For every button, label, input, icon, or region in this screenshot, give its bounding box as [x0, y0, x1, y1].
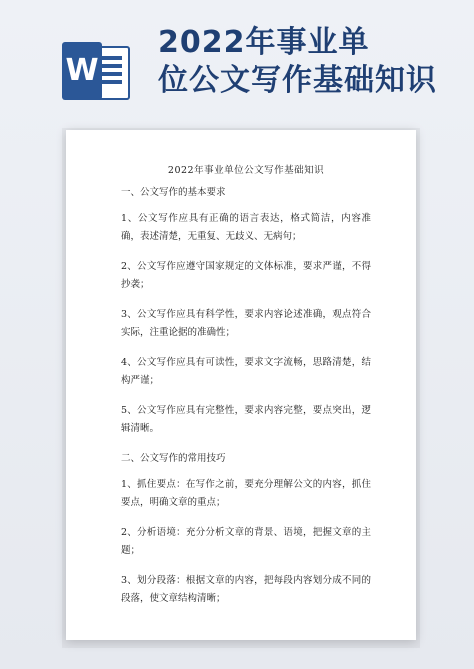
- banner-title: [158, 24, 458, 100]
- section-heading-1: 一、公文写作的基本要求: [121, 187, 226, 198]
- paragraph: 4、公文写作应具有可读性，要求文字流畅，思路清楚，结构严谨；: [121, 357, 371, 386]
- paragraph: 3、公文写作应具有科学性，要求内容论述准确，观点符合实际，注重论据的准确性；: [121, 309, 371, 338]
- paragraph: 3、划分段落：根据文章的内容，把每段内容划分成不同的段落，使文章结构清晰；: [121, 575, 371, 604]
- banner-title-line1: 2022年事业单: [158, 25, 370, 60]
- document-body: [121, 162, 371, 620]
- document-page: [66, 130, 416, 640]
- paragraph: 5、公文写作应具有完整性，要求内容完整，要点突出，逻辑清晰。: [121, 405, 371, 434]
- word-badge: W: [62, 42, 102, 100]
- paragraph: 1、抓住要点：在写作之前，要充分理解公文的内容，抓住要点，明确文章的重点；: [121, 479, 371, 508]
- paragraph: 2、分析语境：充分分析文章的背景、语境，把握文章的主题；: [121, 527, 371, 556]
- document-title: 2022年事业单位公文写作基础知识: [167, 165, 325, 176]
- word-icon: [62, 42, 128, 100]
- banner-title-line2: 位公文写作基础知识: [158, 63, 437, 98]
- section-heading-2: 二、公文写作的常用技巧: [121, 453, 226, 464]
- paragraph: 2、公文写作应遵守国家规定的文体标准，要求严谨，不得抄袭；: [121, 261, 371, 290]
- paragraph: 1、公文写作应具有正确的语言表达，格式简洁，内容准确，表述清楚，无重复、无歧义、无病句；: [121, 213, 371, 242]
